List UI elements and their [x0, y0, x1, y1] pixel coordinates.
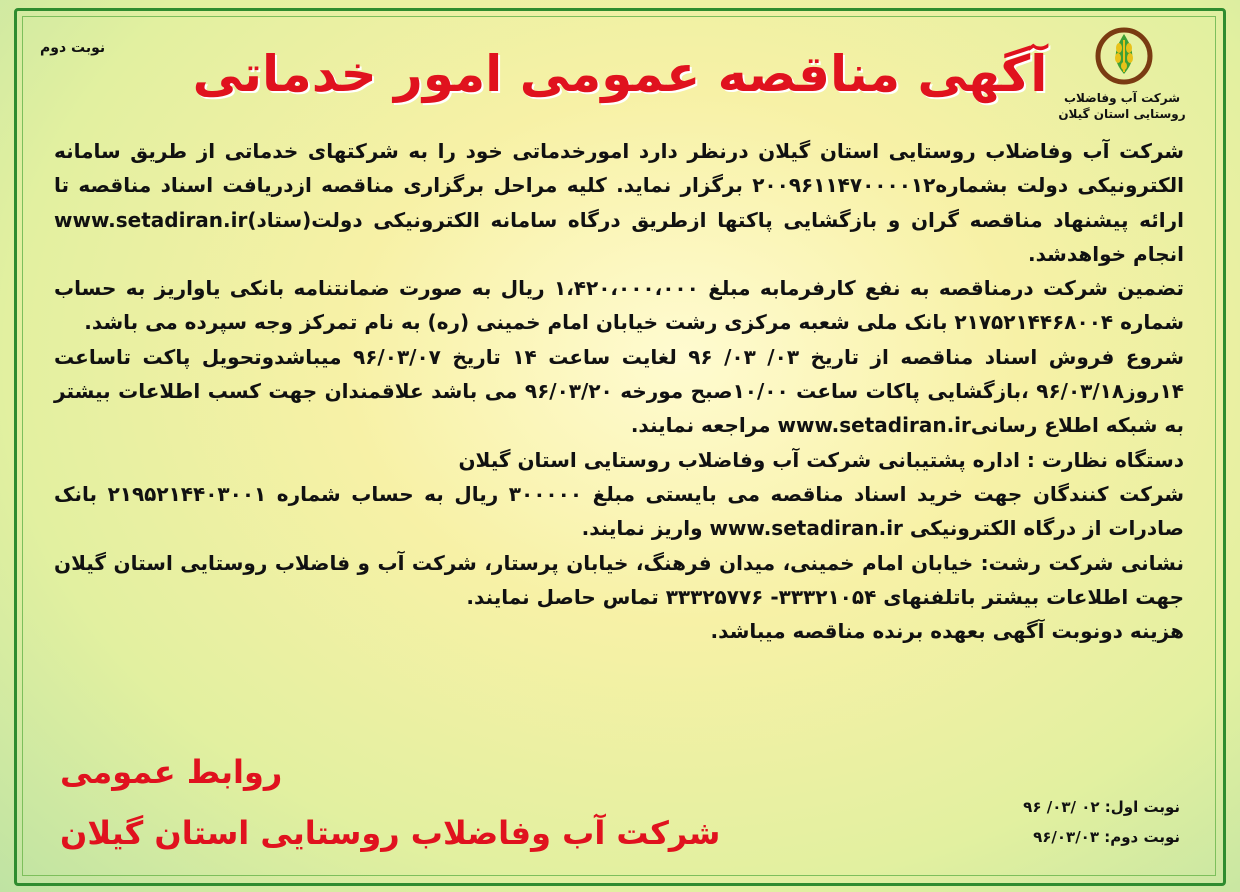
intro-text: شرکت آب وفاضلاب روستایی استان گیلان درنظر دارد امورخدماتی خود را به شرکتهای خدماتی از طریق سامانه الکترونیکی دولت بشماره۲۰۰۹۶۱۱۴۷۰۰۰۰۱۲ برگزار نماید. کلیه مراحل برگزاری مناقصه ازدریافت اسناد مناقصه تا ارائه پیشنهاد مناقصه گران و بازگشایی پاکتها ازطریق درگاه سامانه الکترونیکی دولت(ستاد) — [54, 139, 1184, 232]
publication-dates — [1023, 792, 1180, 852]
paragraph-address: نشانی شرکت رشت: خیابان امام خمینی، میدان فرهنگ، خیابان پرستار، شرکت آب و فاضلاب روستایی استان گیلان جهت اطلاعات بیشتر باتلفنهای ۳۳۳۲۱۰۵۴- ۳۳۳۲۵۷۷۶ تماس حاصل نمایند. — [54, 550, 1184, 609]
paragraph-guarantee: تضمین شرکت درمناقصه به نفع کارفرمابه مبلغ ۱،۴۲۰،۰۰۰،۰۰۰ ریال به صورت ضمانتنامه بانکی یاواریز به حساب شماره ۲۱۷۵۲۱۴۴۶۸۰۰۴ بانک ملی شعبه مرکزی رشت خیابان امام خمینی (ره) به نام تمرکز وجه سپرده می باشد. — [54, 276, 1184, 335]
schedule-end: مراجعه نمایند. — [630, 413, 771, 438]
company-signature: شرکت آب وفاضلاب روستایی استان گیلان — [60, 814, 721, 852]
paragraph-intro — [54, 134, 1184, 271]
intro-end: انجام خواهدشد. — [1028, 241, 1184, 266]
setadiran-link[interactable]: www.setadiran.ir — [54, 207, 248, 232]
second-round-date: نوبت دوم: ۹۶/۰۳/۰۳ — [1033, 828, 1180, 846]
first-round-date: نوبت اول: ۰۲ /۰۳/ ۹۶ — [1023, 798, 1180, 816]
logo-caption — [1052, 90, 1192, 122]
wheat-water-drop-logo-icon — [1078, 26, 1170, 88]
logo-caption-line1: شرکت آب وفاضلاب — [1063, 91, 1181, 105]
payment-text: شرکت کنندگان جهت خرید اسناد مناقصه می بایستی مبلغ ۳۰۰۰۰۰ ریال به حساب شماره ۲۱۹۵۲۱۴۴۰۳۰۰۱ بانک صادرات از درگاه الکترونیکی — [54, 481, 1184, 541]
paragraph-schedule — [54, 340, 1184, 443]
schedule-text: شروع فروش اسناد مناقصه از تاریخ ۰۳/ ۰۳/ ۹۶ لغایت ساعت ۱۴ تاریخ ۹۶/۰۳/۰۷ میباشدوتحویل پاکت تاساعت ۱۴روز۹۶/۰۳/۱۸ ،بازگشایی پاکات ساعت ۱۰/۰۰صبح مورخه ۹۶/۰۳/۲۰ می باشد علاقمندان جهت کسب اطلاعات بیشتر به شبکه اطلاع رسانی — [54, 344, 1184, 438]
payment-end: واریز نمایند. — [581, 516, 703, 541]
paragraph-supervision: دستگاه نظارت : اداره پشتیبانی شرکت آب وفاضلاب روستایی استان گیلان — [458, 447, 1184, 472]
notice-body — [54, 134, 1184, 648]
round-label: نوبت دوم — [40, 40, 106, 56]
paragraph-cost: هزینه دونوبت آگهی بعهده برنده مناقصه میباشد. — [710, 619, 1184, 644]
public-relations-label: روابط عمومی — [60, 753, 283, 791]
paragraph-payment — [54, 477, 1184, 546]
notice-title: آگهی مناقصه عمومی امور خدماتی — [192, 45, 1048, 103]
setadiran-link[interactable]: www.setadiran.ir — [709, 516, 903, 541]
logo-caption-line2: روستایی استان گیلان — [1058, 107, 1186, 121]
setadiran-link[interactable]: www.setadiran.ir — [777, 413, 971, 438]
